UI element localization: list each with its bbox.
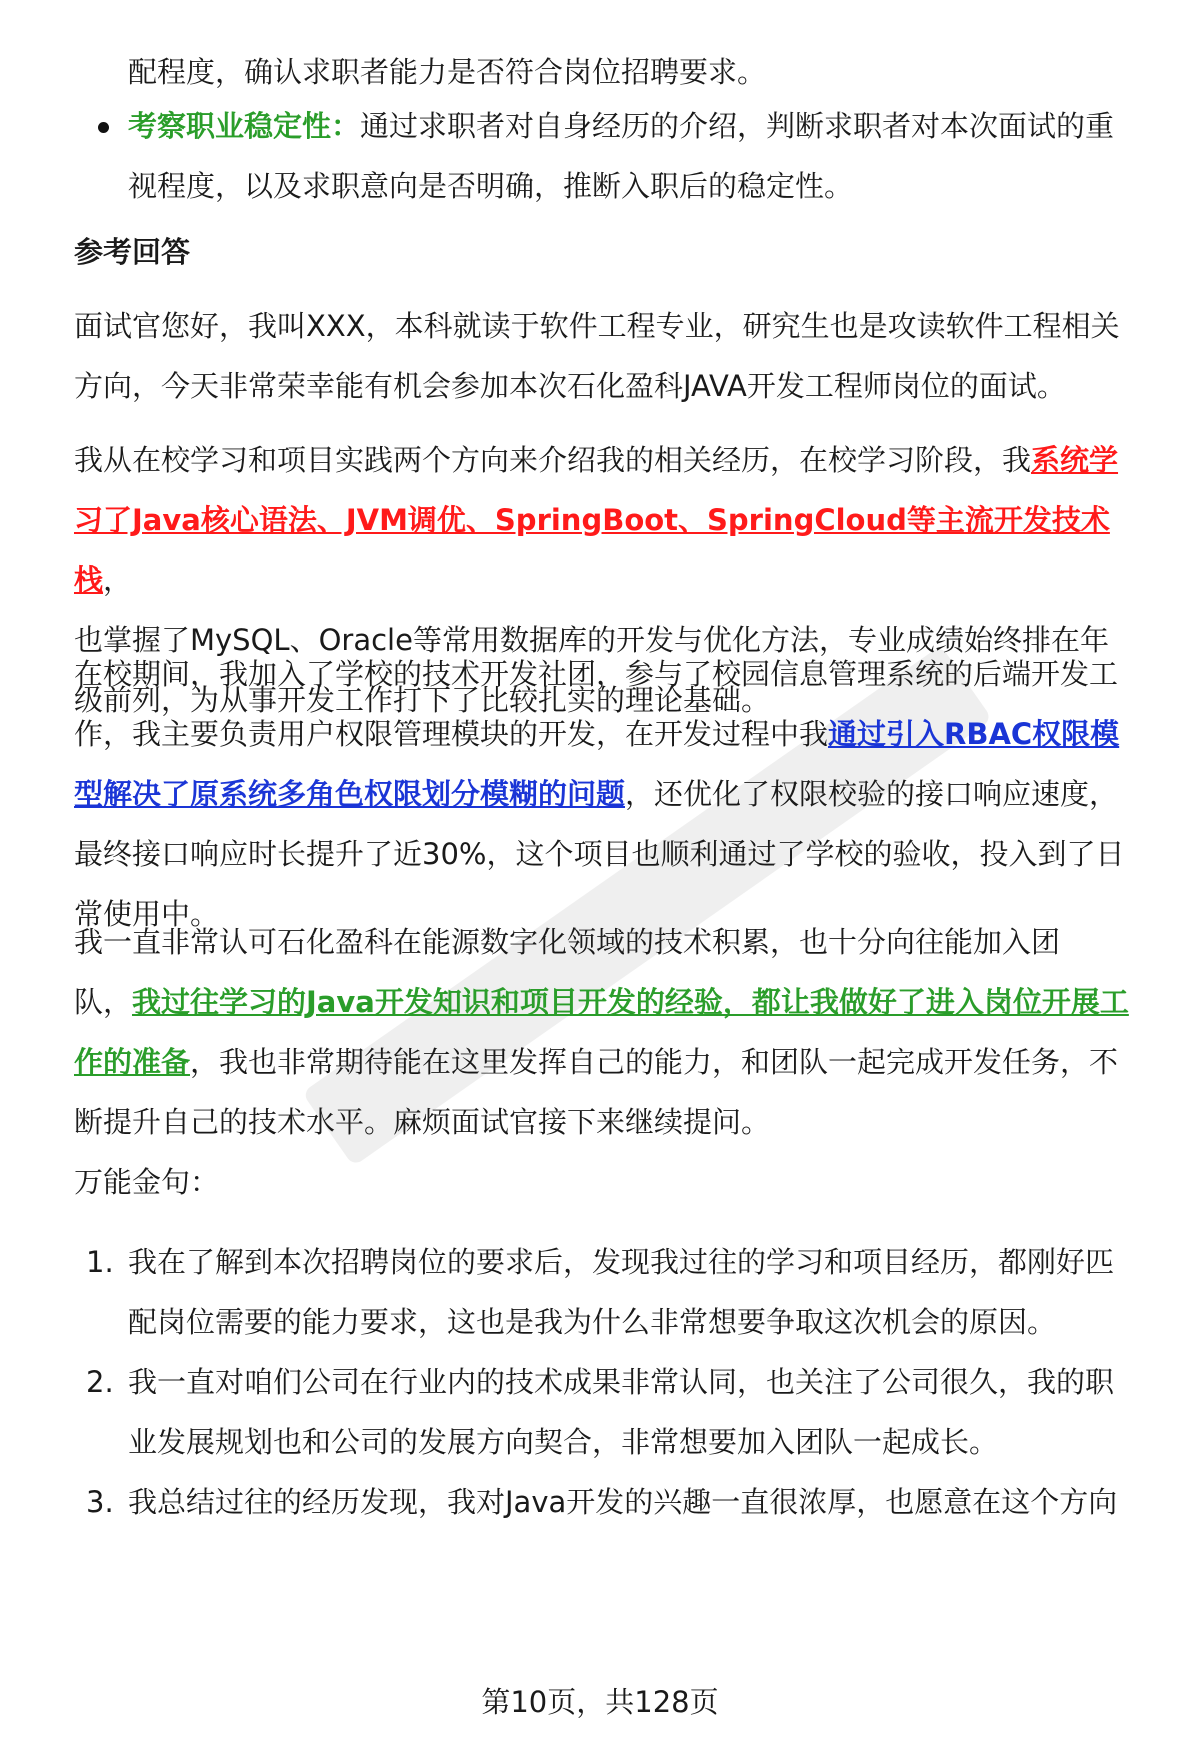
section-heading: 参考回答 (74, 235, 191, 269)
list-item-line2: 业发展规划也和公司的发展方向契合，非常想要加入团队一起成长。 (128, 1425, 999, 1459)
page-number-footer: 第10页，共128页 (481, 1685, 719, 1719)
closing-line3-plain: ，我也非常期待能在这里发挥自己的能力，和团队一起完成开发任务，不 (190, 1045, 1119, 1079)
list-number: 1. (86, 1245, 114, 1279)
closing-paragraph (74, 912, 1152, 1152)
closing-highlight: 作的准备 (74, 1045, 191, 1079)
study-line4: 级前列，为从事开发工作打下了比较扎实的理论基础。 (74, 683, 771, 717)
project-line1: 在校期间，我加入了学校的技术开发社团，参与了校园信息管理系统的后端开发工 (74, 657, 1119, 691)
bullet-text-line1: 通过求职者对自身经历的介绍，判断求职者对本次面试的重 (360, 109, 1115, 143)
bullet-icon (98, 122, 109, 133)
project-highlight-start: 通过引入RBAC权限模 (828, 717, 1120, 751)
study-line1: 我从在校学习和项目实践两个方向来介绍我的相关经历，在校学习阶段，我 (74, 443, 1032, 477)
closing-line1: 我一直非常认可石化盈科在能源数字化领域的技术积累，也十分向往能加入团 (74, 925, 1061, 959)
project-paragraph (74, 644, 1152, 944)
list-item-line1: 我一直对咱们公司在行业内的技术成果非常认同，也关注了公司很久，我的职 (128, 1365, 1115, 1399)
bullet-item-stability (74, 96, 1200, 216)
study-line3: 也掌握了MySQL、Oracle等常用数据库的开发与优化方法，专业成绩始终排在年 (74, 623, 1109, 657)
project-line5: 常使用中。 (74, 897, 220, 931)
study-highlight-start: 系统学 (1031, 443, 1119, 477)
list-item (74, 1232, 1152, 1352)
bullet-label: 考察职业稳定性： (128, 109, 361, 143)
study-highlight: 习了Java核心语法、JVM调优、SpringBoot、SpringCloud等主流开发技术栈 (74, 503, 1110, 597)
closing-highlight-start: 我过往学习的Java开发知识和项目开发的经验，都让我做好了进入岗位开展工 (132, 985, 1129, 1019)
list-item-line1: 我总结过往的经历发现，我对Java开发的兴趣一直很浓厚，也愿意在这个方向 (128, 1485, 1118, 1519)
intro-paragraph (74, 296, 1152, 416)
list-number: 2. (86, 1365, 114, 1399)
list-item (74, 1472, 1152, 1532)
list-item (74, 1352, 1152, 1472)
closing-line2: 队， (74, 985, 133, 1019)
project-line4: 最终接口响应时长提升了近30%，这个项目也顺利通过了学校的验收，投入到了日 (74, 837, 1125, 871)
intro-line2: 方向，今天非常荣幸能有机会参加本次石化盈科JAVA开发工程师岗位的面试。 (74, 369, 1066, 403)
list-item-line2: 配岗位需要的能力要求，这也是我为什么非常想要争取这次机会的原因。 (128, 1305, 1057, 1339)
closing-line4: 断提升自己的技术水平。麻烦面试官接下来继续提问。 (74, 1105, 771, 1139)
study-line2-plain: ， (103, 563, 133, 597)
project-highlight: 型解决了原系统多角色权限划分模糊的问题 (74, 777, 626, 811)
project-line2: 作，我主要负责用户权限管理模块的开发，在开发过程中我 (74, 717, 829, 751)
bullet-text-line2: 视程度，以及求职意向是否明确，推断入职后的稳定性。 (128, 169, 854, 203)
list-item-line1: 我在了解到本次招聘岗位的要求后，发现我过往的学习和项目经历，都刚好匹 (128, 1245, 1115, 1279)
intro-line1: 面试官您好，我叫XXX，本科就读于软件工程专业，研究生也是攻读软件工程相关 (74, 309, 1120, 343)
continuation-text: 配程度，确认求职者能力是否符合岗位招聘要求。 (128, 55, 767, 89)
phrases-list (74, 1232, 1152, 1532)
project-line3-plain: ，还优化了权限校验的接口响应速度， (625, 777, 1119, 811)
phrases-heading: 万能金句： (74, 1165, 220, 1199)
list-number: 3. (86, 1485, 114, 1519)
